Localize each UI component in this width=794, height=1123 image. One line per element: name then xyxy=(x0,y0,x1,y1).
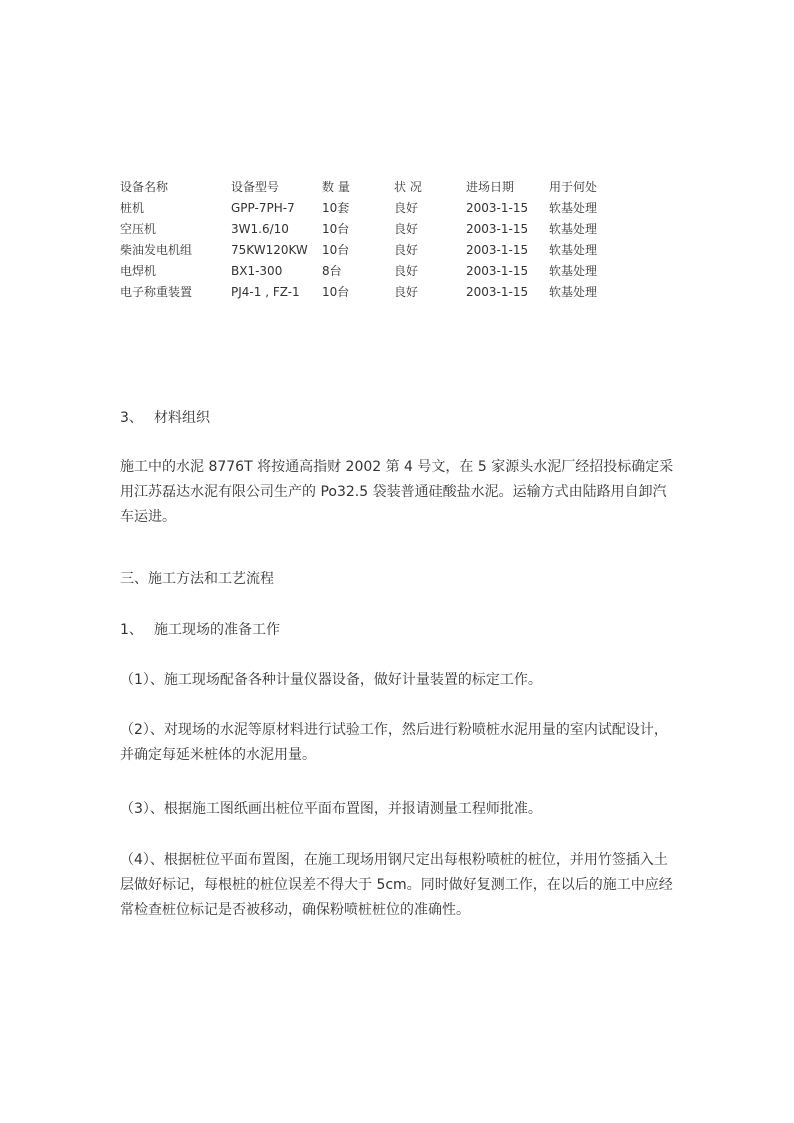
table-cell: GPP-7PH-7 xyxy=(231,201,295,215)
section-3-body: 施工中的水泥 8776T 将按通高指财 2002 第 4 号文，在 5 家源头水泥厂经招投标确定采用江苏磊达水泥有限公司生产的 Po32.5 袋装普通硅酸盐水泥。运输方式由陆路用自卸汽车运进。 xyxy=(120,459,674,525)
step-paragraph: （1）、施工现场配备各种计量仪器设备，做好计量装置的标定工作。 xyxy=(120,672,542,688)
table-cell: 2003-1-15 xyxy=(466,264,529,278)
step-paragraph: （2）、对现场的水泥等原材料进行试验工作，然后进行粉喷桩水泥用量的室内试配设计，并确定每延米桩体的水泥用量。 xyxy=(120,722,668,763)
table-cell: 良好 xyxy=(394,201,419,215)
table-cell: 软基处理 xyxy=(549,222,598,236)
table-cell: 桩机 xyxy=(120,201,145,215)
table-cell: 2003-1-15 xyxy=(466,285,529,299)
table-cell: 75KW120KW xyxy=(231,243,308,257)
table-cell: 10台 xyxy=(322,222,350,236)
table-cell: 电焊机 xyxy=(120,264,157,278)
table-cell: 柴油发电机组 xyxy=(120,243,193,257)
step-paragraph: （3）、根据施工图纸画出桩位平面布置图，并报请测量工程师批准。 xyxy=(120,801,542,817)
table-cell: 软基处理 xyxy=(549,201,598,215)
table-cell: 软基处理 xyxy=(549,264,598,278)
table-cell: 空压机 xyxy=(120,222,157,236)
table-cell: 3W1.6/10 xyxy=(231,222,289,236)
table-cell: 2003-1-15 xyxy=(466,222,529,236)
table-cell: 电子称重装置 xyxy=(120,285,193,299)
table-row xyxy=(120,240,640,261)
header-cell: 数 量 xyxy=(322,180,350,194)
equipment-table xyxy=(120,177,640,303)
table-cell: 良好 xyxy=(394,264,419,278)
part-3-heading: 三、施工方法和工艺流程 xyxy=(120,571,274,587)
subsection-title: 施工现场的准备工作 xyxy=(154,622,280,638)
table-cell: 良好 xyxy=(394,222,419,236)
header-cell: 状 况 xyxy=(394,180,422,194)
table-cell: PJ4-1 , FZ-1 xyxy=(231,285,300,299)
subsection-1-heading xyxy=(120,618,680,643)
table-cell: 2003-1-15 xyxy=(466,243,529,257)
table-row xyxy=(120,282,640,303)
section-title: 材料组织 xyxy=(154,410,210,426)
table-header-row xyxy=(120,177,640,198)
section-3-heading xyxy=(120,406,680,431)
section-number: 3、 xyxy=(120,410,143,426)
header-cell: 用于何处 xyxy=(549,180,598,194)
table-cell: 8台 xyxy=(322,264,342,278)
header-cell: 进场日期 xyxy=(466,180,515,194)
table-row xyxy=(120,261,640,282)
table-cell: 良好 xyxy=(394,243,419,257)
table-cell: 10台 xyxy=(322,285,350,299)
table-row xyxy=(120,198,640,219)
table-cell: 软基处理 xyxy=(549,243,598,257)
header-cell: 设备名称 xyxy=(120,180,169,194)
table-cell: 软基处理 xyxy=(549,285,598,299)
table-cell: 10套 xyxy=(322,201,350,215)
table-cell: 10台 xyxy=(322,243,350,257)
table-row xyxy=(120,219,640,240)
table-cell: 2003-1-15 xyxy=(466,201,529,215)
subsection-number: 1、 xyxy=(120,622,143,638)
table-cell: BX1-300 xyxy=(231,264,283,278)
table-cell: 良好 xyxy=(394,285,419,299)
step-paragraph: （4）、根据桩位平面布置图，在施工现场用钢尺定出每根粉喷桩的桩位，并用竹签插入土层做好标记，每根桩的桩位误差不得大于 5cm。同时做好复测工作，在以后的施工中应经常检查桩位标记是否被移动，确保粉喷桩桩位的准确性。 xyxy=(120,852,673,918)
header-cell: 设备型号 xyxy=(231,180,280,194)
